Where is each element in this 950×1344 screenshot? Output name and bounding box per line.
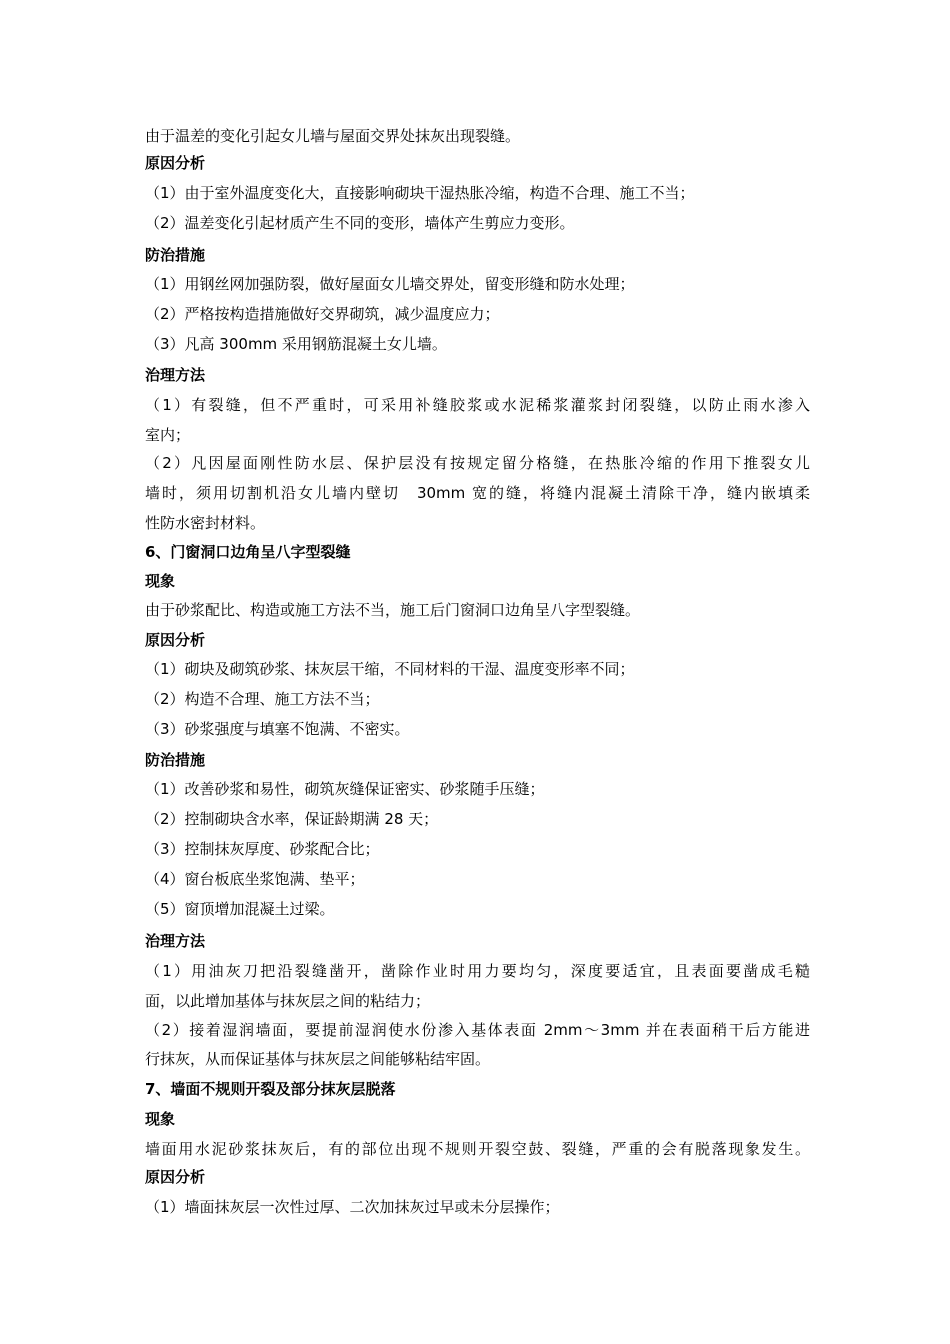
paragraph-line: 室内； (145, 426, 191, 444)
section-heading: 现象 (145, 1110, 176, 1128)
section-heading: 7、墙面不规则开裂及部分抹灰层脱落 (145, 1080, 396, 1098)
paragraph-line: （1）墙面抹灰层一次性过厚、二次加抹灰过早或未分层操作； (145, 1198, 560, 1216)
paragraph-line: （2）控制砌块含水率，保证龄期满 28 天； (145, 810, 439, 828)
paragraph-line: （1）有裂缝，但不严重时，可采用补缝胶浆或水泥稀浆灌浆封闭裂缝，以防止雨水渗入 (145, 396, 810, 414)
paragraph-line: （3）凡高 300mm 采用钢筋混凝土女儿墙。 (145, 335, 447, 353)
section-heading: 现象 (145, 572, 176, 590)
paragraph-line: （4）窗台板底坐浆饱满、垫平； (145, 870, 365, 888)
paragraph-line: 性防水密封材料。 (145, 514, 266, 532)
paragraph-line: （1）用钢丝网加强防裂，做好屋面女儿墙交界处，留变形缝和防水处理； (145, 275, 635, 293)
paragraph-line: （2）严格按构造措施做好交界砌筑，减少温度应力； (145, 305, 500, 323)
section-heading: 防治措施 (145, 751, 206, 769)
paragraph-line: （1）改善砂浆和易性，砌筑灰缝保证密实、砂浆随手压缝； (145, 780, 545, 798)
paragraph-line: （2）温差变化引起材质产生不同的变形，墙体产生剪应力变形。 (145, 214, 575, 232)
paragraph-line: 行抹灰，从而保证基体与抹灰层之间能够粘结牢固。 (145, 1050, 491, 1068)
paragraph-line: 由于砂浆配比、构造或施工方法不当，施工后门窗洞口边角呈八字型裂缝。 (145, 601, 641, 619)
section-heading: 治理方法 (145, 366, 206, 384)
paragraph-line: 由于温差的变化引起女儿墙与屋面交界处抹灰出现裂缝。 (145, 127, 521, 145)
section-heading: 原因分析 (145, 1168, 206, 1186)
paragraph-line: 墙时，须用切割机沿女儿墙内壁切 30mm 宽的缝，将缝内混凝土清除干净，缝内嵌填柔 (145, 484, 810, 502)
section-heading: 原因分析 (145, 154, 206, 172)
paragraph-line: 墙面用水泥砂浆抹灰后，有的部位出现不规则开裂空鼓、裂缝，严重的会有脱落现象发生。 (145, 1140, 810, 1158)
section-heading: 原因分析 (145, 631, 206, 649)
section-heading: 6、门窗洞口边角呈八字型裂缝 (145, 543, 351, 561)
paragraph-line: （2）接着湿润墙面，要提前湿润使水份渗入基体表面 2mm～3mm 并在表面稍干后方能进 (145, 1021, 810, 1039)
paragraph-line: （1）砌块及砌筑砂浆、抹灰层干缩，不同材料的干湿、温度变形率不同； (145, 660, 635, 678)
section-heading: 防治措施 (145, 246, 206, 264)
paragraph-line: （5）窗顶增加混凝土过梁。 (145, 900, 335, 918)
paragraph-line: （2）构造不合理、施工方法不当； (145, 690, 380, 708)
paragraph-line: （3）砂浆强度与填塞不饱满、不密实。 (145, 720, 410, 738)
paragraph-line: 面，以此增加基体与抹灰层之间的粘结力； (145, 992, 431, 1010)
paragraph-line: （1）由于室外温度变化大，直接影响砌块干湿热胀冷缩，构造不合理、施工不当； (145, 184, 695, 202)
section-heading: 治理方法 (145, 932, 206, 950)
paragraph-line: （3）控制抹灰厚度、砂浆配合比； (145, 840, 380, 858)
paragraph-line: （2）凡因屋面刚性防水层、保护层没有按规定留分格缝，在热胀冷缩的作用下推裂女儿 (145, 454, 810, 472)
paragraph-line: （1）用油灰刀把沿裂缝凿开，凿除作业时用力要均匀，深度要适宜，且表面要凿成毛糙 (145, 962, 810, 980)
